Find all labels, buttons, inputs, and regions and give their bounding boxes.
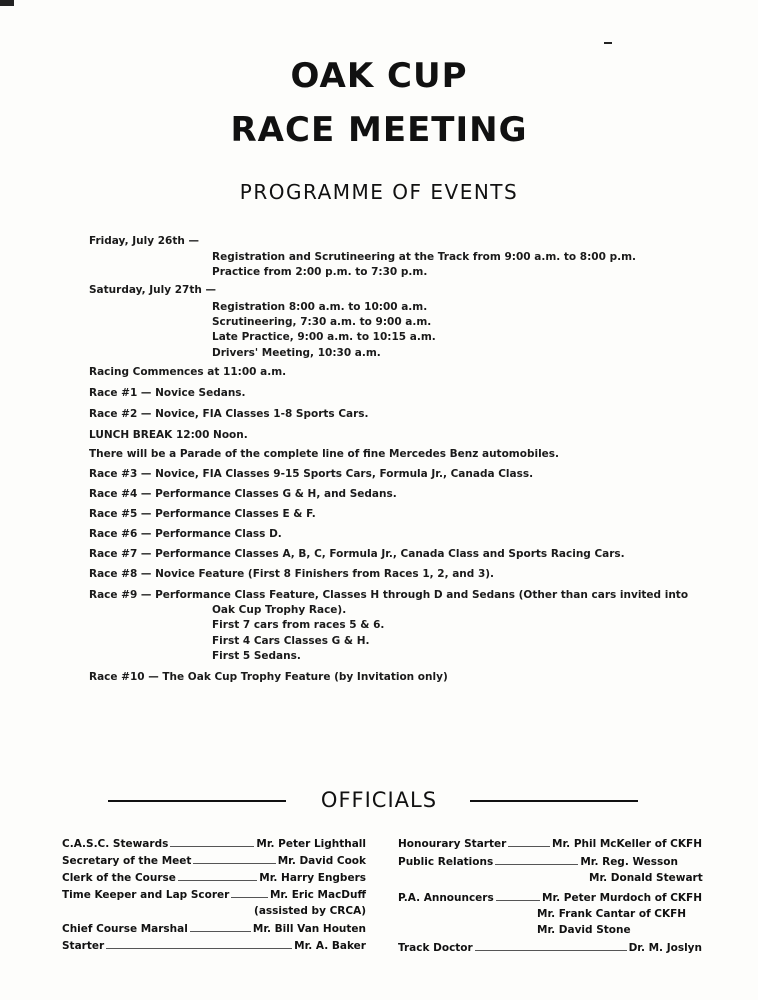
official-row [62,855,366,867]
friday-heading: Friday, July 26th — [89,235,199,247]
official-name: Mr. Harry Engbers [259,872,366,884]
event-line: There will be a Parade of the complete line of fine Mercedes Benz automobiles. [89,448,560,460]
official-role: C.A.S.C. Stewards [62,838,169,850]
leader-line [231,889,268,898]
official-name: Dr. M. Joslyn [628,942,702,954]
official-name: Mr. Reg. Wesson [580,856,678,868]
event-line: Racing Commences at 11:00 a.m. [89,366,287,378]
official-name: Mr. Peter Murdoch of CKFH [542,892,702,904]
official-role: Clerk of the Course [62,872,176,884]
event-line: LUNCH BREAK 12:00 Noon. [89,429,248,441]
event-line: Race #5 — Performance Classes E & F. [89,508,316,520]
official-role: Starter [62,940,105,952]
event-line: Race #3 — Novice, FIA Classes 9-15 Sports Cars, Formula Jr., Canada Class. [89,468,534,480]
leader-line [170,838,254,847]
event-line: Race #4 — Performance Classes G & H, and Sedans. [89,488,397,500]
race9-detail: First 4 Cars Classes G & H. [212,635,370,647]
official-row [398,892,702,904]
leader-line [106,940,292,949]
event-line: Race #9 — Performance Class Feature, Classes H through D and Sedans (Other than cars invited into [89,589,689,601]
official-row [62,872,366,884]
divider-right [470,800,638,802]
title-line-2: RACE MEETING [230,110,528,150]
subtitle: PROGRAMME OF EVENTS [239,180,519,204]
official-role: Honourary Starter [398,838,507,850]
official-name: Mr. David Cook [277,855,366,867]
event-line: Race #6 — Performance Class D. [89,528,282,540]
official-name: Mr. David Stone [537,924,631,936]
schedule-item: Registration 8:00 a.m. to 10:00 a.m. [212,301,428,313]
official-role: Public Relations [398,856,494,868]
official-role: P.A. Announcers [398,892,494,904]
event-line: Race #8 — Novice Feature (First 8 Finishers from Races 1, 2, and 3). [89,568,495,580]
official-name: Mr. Eric MacDuff [269,889,366,901]
official-name: Mr. Donald Stewart [589,872,703,884]
leader-line [193,855,275,864]
event-line: Race #1 — Novice Sedans. [89,387,246,399]
official-name: Mr. A. Baker [294,940,366,952]
scan-mark [604,42,612,44]
schedule-item: Drivers' Meeting, 10:30 a.m. [212,347,381,359]
event-line: Race #2 — Novice, FIA Classes 1-8 Sports Cars. [89,408,369,420]
leader-line [495,856,578,865]
official-row [398,856,678,868]
race9-detail: First 5 Sedans. [212,650,301,662]
saturday-heading: Saturday, July 27th — [89,284,217,296]
race9-detail: First 7 cars from races 5 & 6. [212,619,385,631]
event-line: Race #10 — The Oak Cup Trophy Feature (by Invitation only) [89,671,448,683]
schedule-item: Practice from 2:00 p.m. to 7:30 p.m. [212,266,428,278]
official-name: Mr. Bill Van Houten [252,923,366,935]
leader-line [508,838,550,847]
official-note: (assisted by CRCA) [254,905,366,917]
official-row [62,923,366,935]
official-row [62,940,366,952]
event-line: Race #7 — Performance Classes A, B, C, Formula Jr., Canada Class and Sports Racing Cars. [89,548,625,560]
schedule-item: Late Practice, 9:00 a.m. to 10:15 a.m. [212,331,436,343]
title-line-1: OAK CUP [290,56,468,96]
official-row [398,838,702,850]
leader-line [496,892,540,901]
official-name: Mr. Peter Lighthall [256,838,366,850]
official-row [398,942,702,954]
official-role: Time Keeper and Lap Scorer [62,889,230,901]
schedule-item: Scrutineering, 7:30 a.m. to 9:00 a.m. [212,316,432,328]
scan-mark [0,0,14,6]
official-row [62,838,366,850]
official-row [62,889,366,901]
official-role: Chief Course Marshal [62,923,188,935]
official-name: Mr. Frank Cantar of CKFH [537,908,687,920]
leader-line [190,923,251,932]
leader-line [475,942,627,951]
leader-line [178,872,257,881]
official-role: Track Doctor [398,942,473,954]
race9-detail: Oak Cup Trophy Race). [212,604,347,616]
officials-heading: OFFICIALS [320,788,438,812]
schedule-item: Registration and Scrutineering at the Track from 9:00 a.m. to 8:00 p.m. [212,251,636,263]
official-name: Mr. Phil McKeller of CKFH [552,838,702,850]
official-role: Secretary of the Meet [62,855,192,867]
